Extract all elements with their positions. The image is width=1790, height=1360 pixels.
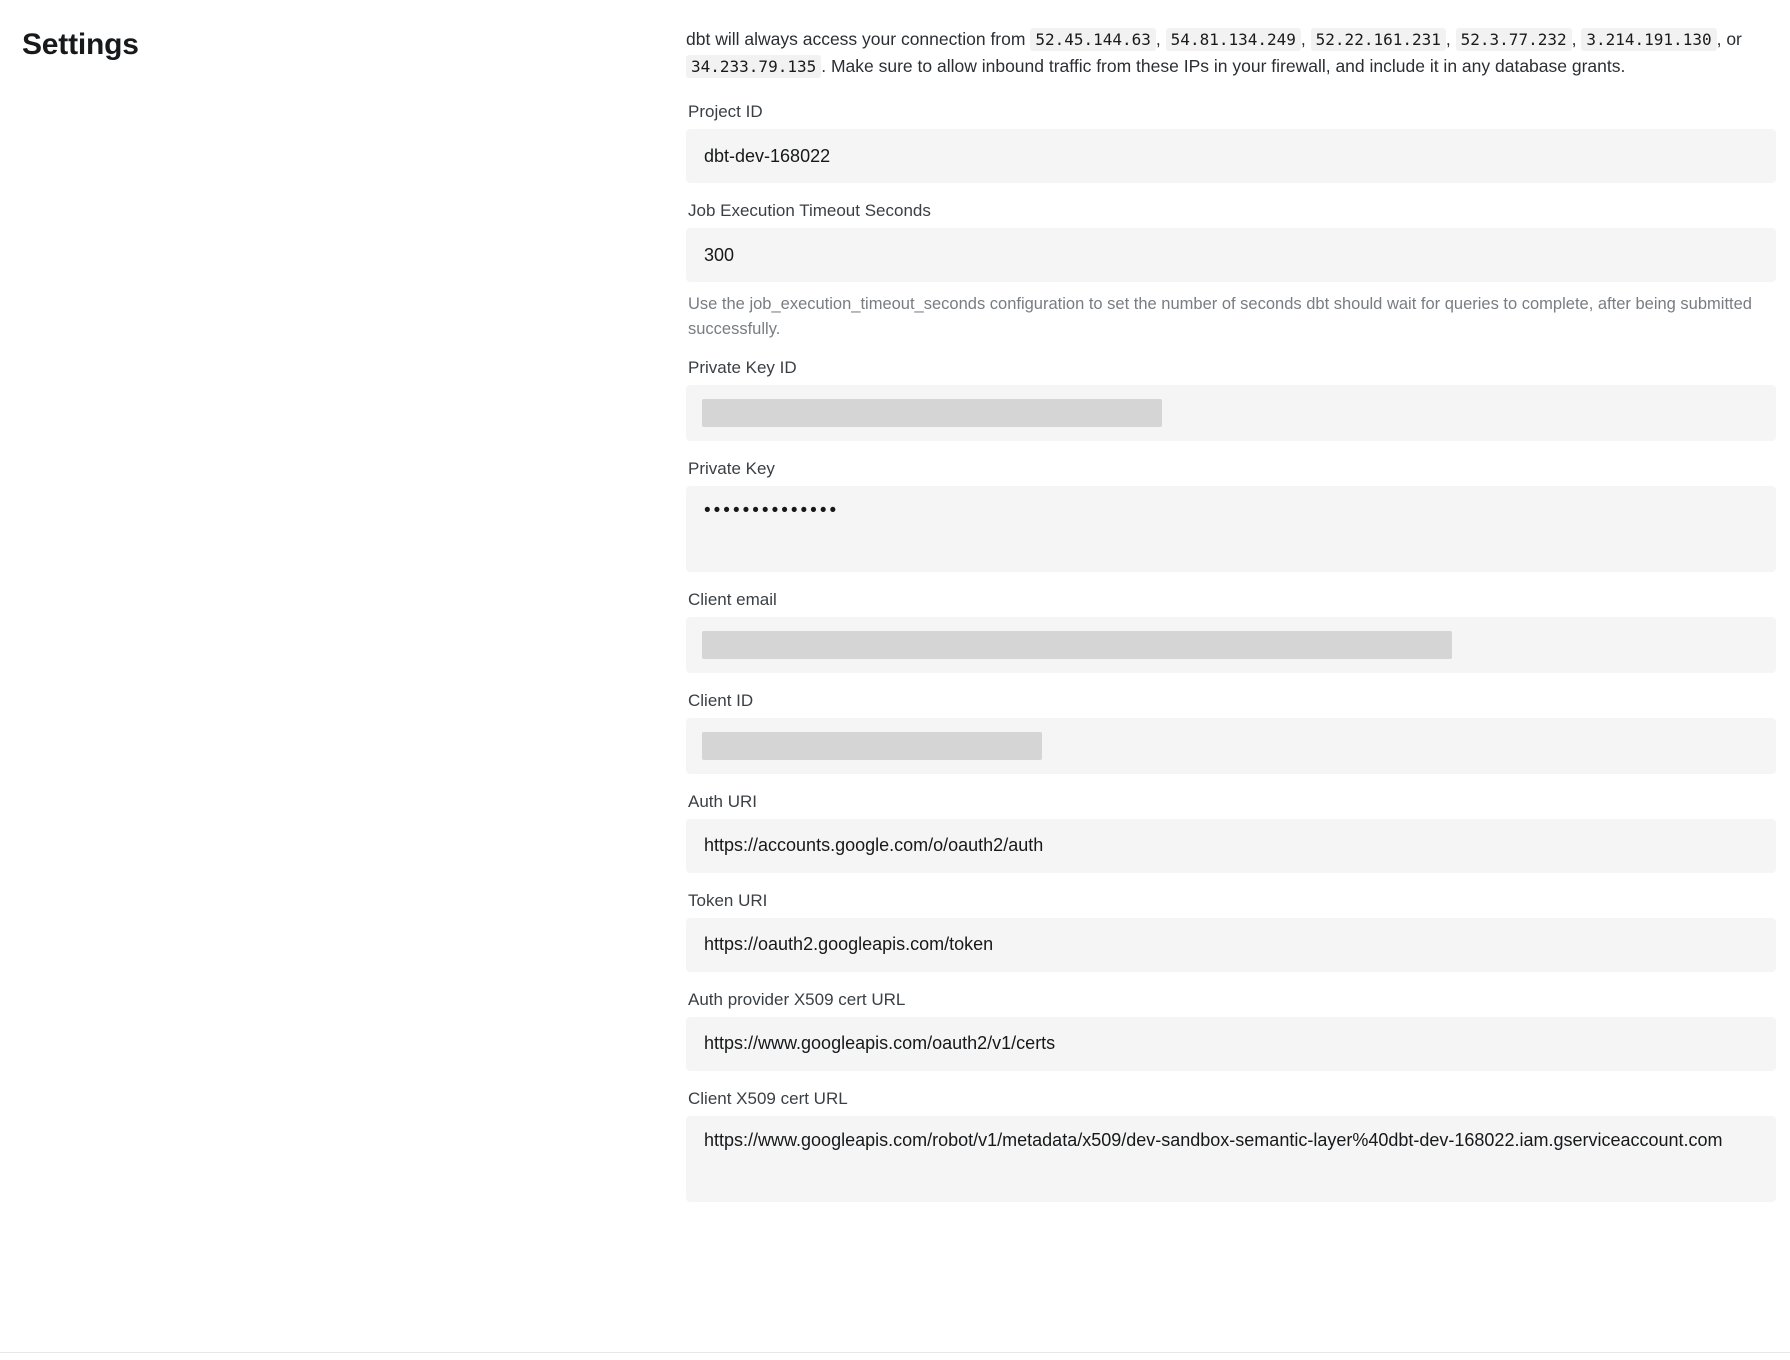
bottom-divider <box>0 1352 1790 1353</box>
client-email-input[interactable] <box>686 617 1776 673</box>
field-private-key-id <box>686 358 1776 441</box>
field-client-x509-cert-url <box>686 1089 1776 1202</box>
ip-address-3: 52.22.161.231 <box>1311 28 1446 51</box>
job-execution-timeout-label: Job Execution Timeout Seconds <box>688 201 931 221</box>
ip-address-2: 54.81.134.249 <box>1166 28 1301 51</box>
field-project-id <box>686 102 1776 183</box>
settings-left-column <box>0 0 660 62</box>
project-id-input[interactable]: dbt-dev-168022 <box>686 129 1776 183</box>
client-id-input[interactable] <box>686 718 1776 774</box>
private-key-masked-value: •••••••••••••• <box>704 499 840 521</box>
comma-1: , <box>1155 29 1161 49</box>
auth-uri-input[interactable]: https://accounts.google.com/o/oauth2/auth <box>686 819 1776 873</box>
intro-prefix: dbt will always access your connection from <box>686 29 1026 49</box>
client-email-label: Client email <box>688 589 777 609</box>
client-x509-cert-url-input[interactable]: https://www.googleapis.com/robot/v1/metadata/x509/dev-sandbox-semantic-layer%40dbt-dev-168022.iam.gserviceaccount.com <box>686 1116 1776 1202</box>
client-x509-cert-url-label: Client X509 cert URL <box>688 1088 848 1108</box>
comma-2: , <box>1300 29 1306 49</box>
settings-form-column <box>686 26 1776 1209</box>
field-client-email <box>686 590 1776 673</box>
connection-ip-notice <box>686 26 1776 80</box>
token-uri-label: Token URI <box>688 890 768 910</box>
ip-address-6: 34.233.79.135 <box>686 55 821 78</box>
job-execution-timeout-input[interactable]: 300 <box>686 228 1776 282</box>
private-key-input[interactable] <box>686 486 1776 572</box>
token-uri-input[interactable]: https://oauth2.googleapis.com/token <box>686 918 1776 972</box>
ip-address-1: 52.45.144.63 <box>1030 28 1156 51</box>
project-id-label: Project ID <box>688 102 763 122</box>
page-title: Settings <box>22 28 139 61</box>
field-client-id <box>686 691 1776 774</box>
private-key-id-label: Private Key ID <box>688 357 797 377</box>
ip-address-5: 3.214.191.130 <box>1581 28 1716 51</box>
redacted-value-bar <box>702 399 1162 427</box>
intro-suffix: . Make sure to allow inbound traffic from these IPs in your firewall, and include it in any database grants. <box>821 56 1626 77</box>
field-private-key <box>686 459 1776 572</box>
auth-uri-label: Auth URI <box>688 791 757 811</box>
auth-provider-x509-cert-url-input[interactable]: https://www.googleapis.com/oauth2/v1/certs <box>686 1017 1776 1071</box>
or-word: , or <box>1716 29 1742 49</box>
field-job-execution-timeout <box>686 201 1776 342</box>
comma-3: , <box>1445 29 1451 49</box>
private-key-label: Private Key <box>688 458 775 478</box>
field-token-uri <box>686 891 1776 972</box>
redacted-value-bar <box>702 732 1042 760</box>
job-execution-timeout-helper: Use the job_execution_timeout_seconds configuration to set the number of seconds dbt should wait for queries to complete, after being submitted successfully. <box>688 295 1752 338</box>
private-key-id-input[interactable] <box>686 385 1776 441</box>
comma-4: , <box>1571 29 1577 49</box>
auth-provider-x509-cert-url-label: Auth provider X509 cert URL <box>688 989 906 1009</box>
redacted-value-bar <box>702 631 1452 659</box>
field-auth-provider-x509-cert-url <box>686 990 1776 1071</box>
ip-address-4: 52.3.77.232 <box>1456 28 1572 51</box>
field-auth-uri <box>686 792 1776 873</box>
client-id-label: Client ID <box>688 690 754 710</box>
